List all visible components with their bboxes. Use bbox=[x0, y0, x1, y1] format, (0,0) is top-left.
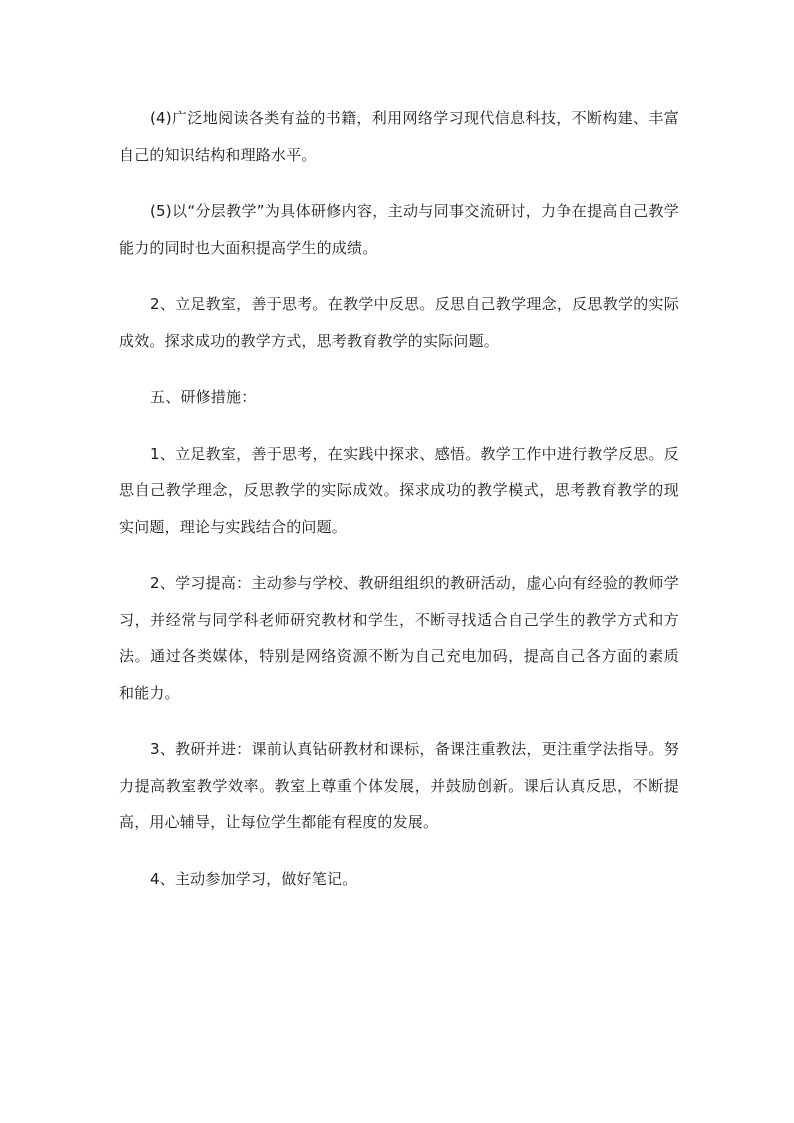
paragraph-measure-3: 3、教研并进：课前认真钻研教材和课标，备课注重教法，更注重学法指导。努力提高教室教学效率。教室上尊重个体发展，并鼓励创新。课后认真反思，不断提高，用心辅导，让每位学生都能有程度的发展。 bbox=[119, 740, 679, 831]
section-heading-research-measures: 五、研修措施： bbox=[150, 388, 257, 406]
paragraph-item-5-layered-teaching: (5)以“分层教学”为具体研修内容，主动与同事交流研讨，力争在提高自己教学能力的同时也大面积提高学生的成绩。 bbox=[119, 202, 679, 257]
paragraph-item-4-reading: (4)广泛地阅读各类有益的书籍，利用网络学习现代信息科技，不断构建、丰富自己的知识结构和理路水平。 bbox=[119, 109, 679, 164]
paragraph-measure-1: 1、立足教室，善于思考，在实践中探求、感悟。教学工作中进行教学反思。反思自己教学理念，反思教学的实际成效。探求成功的教学模式，思考教育教学的现实问题，理论与实践结合的问题。 bbox=[119, 444, 679, 536]
paragraph-classroom-reflection: 2、立足教室，善于思考。在教学中反思。反思自己教学理念，反思教学的实际成效。探求成功的教学方式，思考教育教学的实际问题。 bbox=[119, 295, 679, 350]
paragraph-measure-4: 4、主动参加学习，做好笔记。 bbox=[150, 869, 358, 888]
document-body bbox=[119, 100, 679, 917]
paragraph-measure-2: 2、学习提高：主动参与学校、教研组组织的教研活动，虚心向有经验的教师学习，并经常与同学科老师研究教材和学生，不断寻找适合自己学生的教学方式和方法。通过各类媒体，特别是网络资源不断为自己充电加码，提高自己各方面的素质和能力。 bbox=[119, 574, 679, 702]
